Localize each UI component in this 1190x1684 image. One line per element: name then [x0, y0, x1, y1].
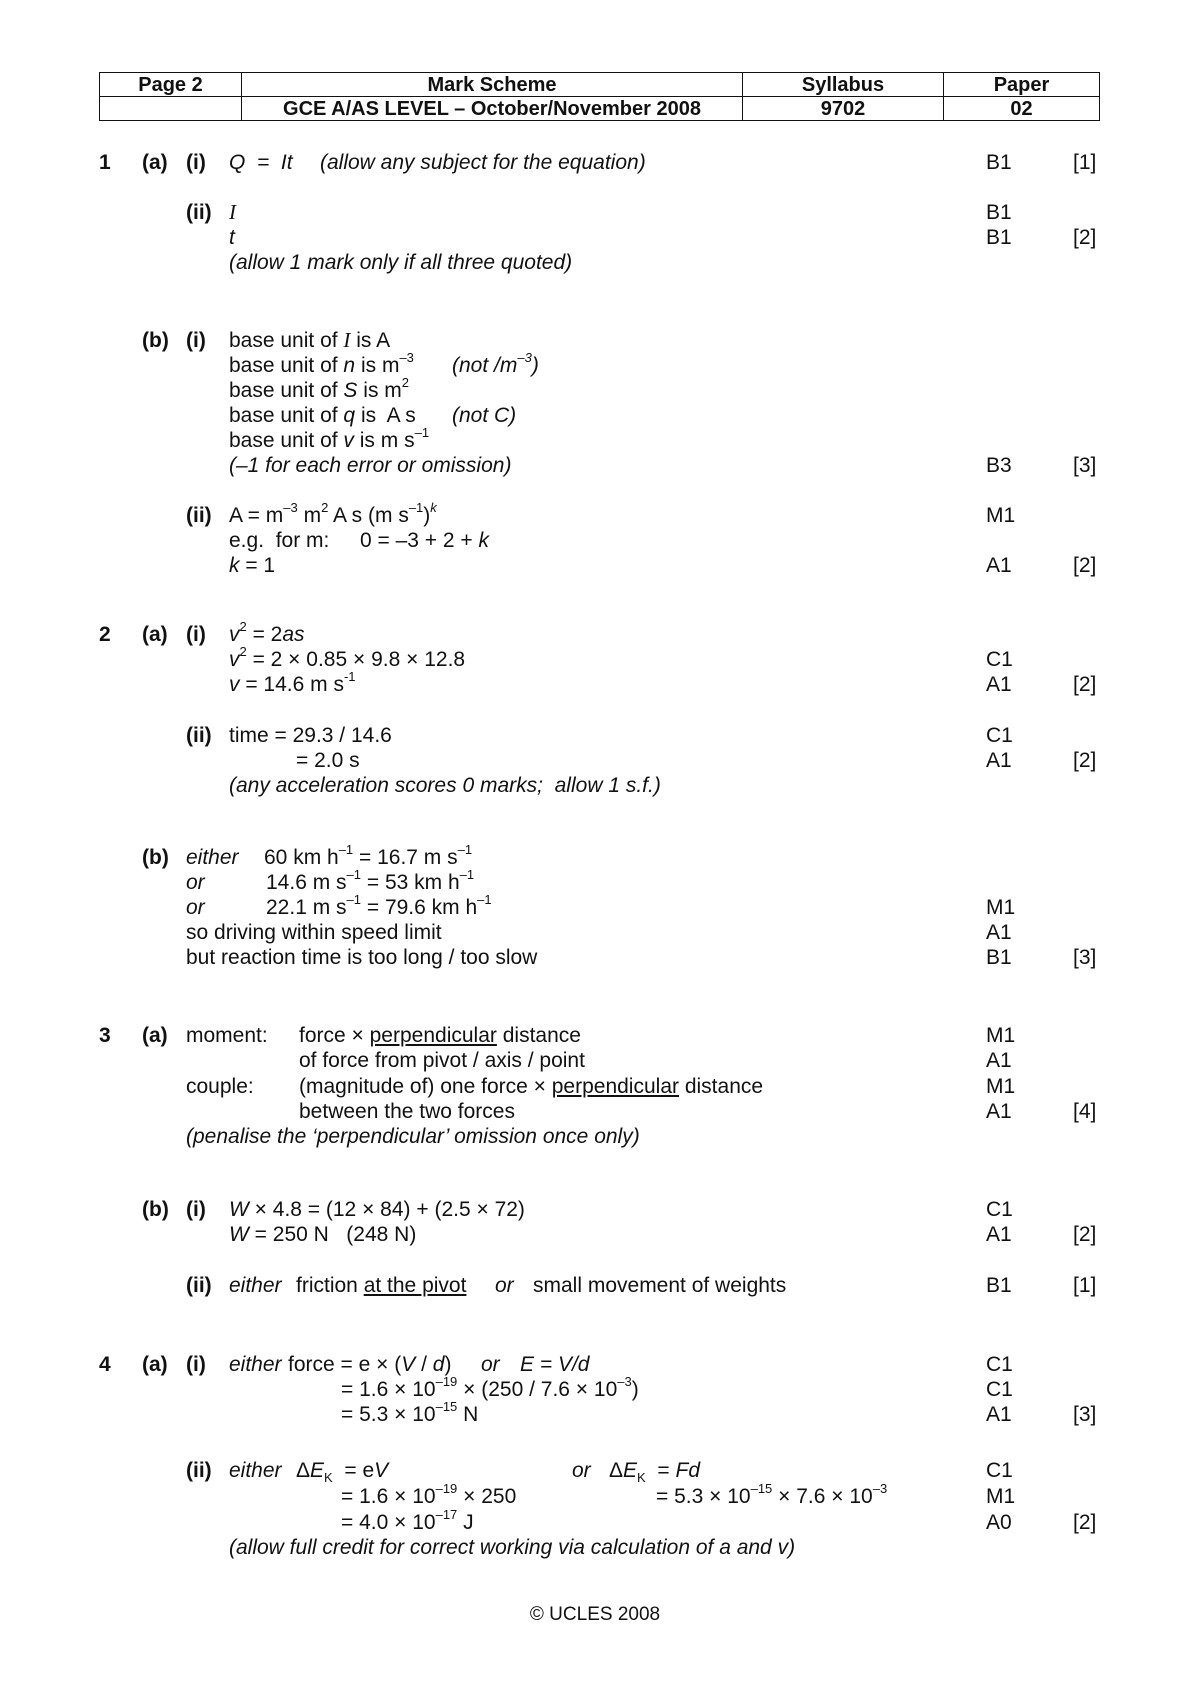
mark: C1 — [986, 1459, 1013, 1482]
mark-total: [3] — [1073, 454, 1097, 477]
mark-total: [1] — [1073, 1274, 1097, 1297]
answer-text: between the two forces — [299, 1100, 515, 1123]
mark: B1 — [986, 1274, 1012, 1297]
answer-text: time = 29.3 / 14.6 — [229, 724, 392, 747]
mark: M1 — [986, 1075, 1016, 1098]
header-table — [99, 72, 1100, 121]
subpart-label: (i) — [186, 1198, 206, 1221]
header-title: Mark Scheme — [242, 73, 743, 97]
header-paper-label: Paper — [944, 73, 1100, 97]
answer-text: base unit of n is $m^{-3}$ — [229, 350, 414, 377]
mark: C1 — [986, 1353, 1013, 1376]
answer-text: friction at the pivot — [296, 1274, 467, 1297]
mark: A1 — [986, 1100, 1012, 1123]
mark: C1 — [986, 1198, 1013, 1221]
mark: M1 — [986, 1024, 1016, 1047]
answer-text: 14.6 m $s^{-1} = 53$ km $h^{-1}$ — [266, 867, 475, 894]
mark: A1 — [986, 554, 1012, 577]
answer-text: $\Delta E_K = Fd$ — [609, 1459, 701, 1486]
subpart-label: (i) — [186, 151, 206, 174]
mark: M1 — [986, 896, 1016, 919]
question-number: 4 — [99, 1353, 111, 1376]
mark: M1 — [986, 504, 1016, 527]
mark: C1 — [986, 724, 1013, 747]
mark: B1 — [986, 151, 1012, 174]
header-subtitle: GCE A/AS LEVEL – October/November 2008 — [242, 97, 743, 121]
mark-total: [3] — [1073, 1403, 1097, 1426]
answer-text: small movement of weights — [533, 1274, 787, 1297]
answer-text: e.g. for m: — [229, 529, 330, 552]
term-label: couple: — [186, 1075, 254, 1098]
answer-text: $\Delta E_K$ = eV — [296, 1459, 389, 1486]
answer-text: $v^2 = 2 \times 0.85 \times 9.8 \times 12.8$ — [229, 644, 466, 671]
part-label: (b) — [142, 329, 169, 352]
note-text: (–1 for each error or omission) — [229, 454, 512, 477]
header-syllabus-code: 9702 — [743, 97, 944, 121]
subpart-label: (ii) — [186, 1274, 212, 1297]
answer-text: t — [229, 226, 235, 249]
part-label: (a) — [142, 151, 168, 174]
answer-text: E = V/d — [520, 1353, 590, 1376]
either-label: either — [229, 1459, 282, 1482]
question-number: 2 — [99, 623, 111, 646]
mark: A0 — [986, 1511, 1012, 1534]
either-label: either — [229, 1274, 282, 1297]
subpart-label: (ii) — [186, 201, 212, 224]
part-label: (a) — [142, 1024, 168, 1047]
answer-text: = $5.3 \times 10^{-15} \times 7.6 \times 10^{-3}$ — [656, 1481, 888, 1508]
answer-text: 0 = –3 + 2 + k — [360, 529, 490, 552]
answer-text: base unit of v is m $s^{-1}$ — [229, 425, 430, 452]
footer-copyright: © UCLES 2008 — [529, 1604, 661, 1625]
header-paper-code: 02 — [944, 97, 1100, 121]
subpart-label: (ii) — [186, 1459, 212, 1482]
answer-text: so driving within speed limit — [186, 921, 442, 944]
or-label: or — [481, 1353, 500, 1376]
answer-text: Q = It — [229, 151, 293, 174]
note-text: (not C) — [452, 404, 517, 427]
mark: M1 — [986, 1485, 1016, 1508]
note-text: (allow any subject for the equation) — [320, 151, 646, 174]
header-empty-cell — [100, 97, 242, 121]
subpart-label: (i) — [186, 1353, 206, 1376]
note-text: (not $/m^{-3}$) — [452, 350, 539, 377]
answer-text: $A = m^{-3}$ $m^2$ A s (m $s^{-1})^k$ — [229, 500, 437, 527]
answer-text: k = 1 — [229, 554, 276, 577]
mark-total: [2] — [1073, 673, 1097, 696]
either-label: either — [186, 846, 239, 869]
answer-text: of force from pivot / axis / point — [299, 1049, 585, 1072]
part-label: (a) — [142, 623, 168, 646]
part-label: (b) — [142, 846, 169, 869]
mark: A1 — [986, 1403, 1012, 1426]
mark-total: [4] — [1073, 1100, 1097, 1123]
mark-total: [1] — [1073, 151, 1097, 174]
answer-text: base unit of I is A — [229, 328, 391, 352]
term-label: moment: — [186, 1024, 268, 1047]
subpart-label: (i) — [186, 623, 206, 646]
answer-text: I — [229, 200, 236, 224]
answer-text: = $4.0 \times 10^{-17}$ J — [341, 1507, 474, 1534]
mark-total: [2] — [1073, 749, 1097, 772]
mark: B1 — [986, 201, 1012, 224]
answer-text: = 2.0 s — [296, 749, 360, 772]
note-text: (any acceleration scores 0 marks; allow 1 s.f.) — [229, 774, 661, 797]
header-page: Page 2 — [100, 73, 242, 97]
mark-total: [2] — [1073, 1223, 1097, 1246]
note-text: (allow full credit for correct working via calculation of a and v) — [229, 1536, 796, 1559]
answer-text: $v^2 = 2as$ — [229, 619, 305, 646]
mark-total: [3] — [1073, 946, 1097, 969]
answer-text: base unit of q is A s — [229, 404, 416, 427]
question-number: 1 — [99, 151, 111, 174]
mark: C1 — [986, 1378, 1013, 1401]
mark: C1 — [986, 648, 1013, 671]
part-label: (b) — [142, 1198, 169, 1221]
mark: A1 — [986, 1223, 1012, 1246]
part-label: (a) — [142, 1353, 168, 1376]
subpart-label: (ii) — [186, 504, 212, 527]
mark: A1 — [986, 1049, 1012, 1072]
mark: B1 — [986, 946, 1012, 969]
either-label: either — [229, 1353, 282, 1376]
mark: A1 — [986, 673, 1012, 696]
note-text: (allow 1 mark only if all three quoted) — [229, 251, 573, 274]
mark: B1 — [986, 226, 1012, 249]
or-label: or — [186, 871, 205, 894]
answer-text: v = 14.6 m $s^{-1}$ — [229, 669, 356, 696]
answer-text: W = 250 N (248 N) — [229, 1223, 417, 1246]
subpart-label: (ii) — [186, 724, 212, 747]
or-label: or — [572, 1459, 591, 1482]
answer-text: = $1.6 \times 10^{-19} \times 250$ — [341, 1481, 517, 1508]
answer-text: base unit of S is $m^2$ — [229, 375, 409, 402]
answer-text: force × perpendicular distance — [299, 1024, 581, 1047]
mark-total: [2] — [1073, 1511, 1097, 1534]
answer-text: = $5.3 \times 10^{-15}$ N — [341, 1399, 479, 1426]
note-text: (penalise the ‘perpendicular’ omission once only) — [186, 1125, 640, 1148]
answer-text: 60 km $h^{-1} = 16.7$ m $s^{-1}$ — [264, 842, 473, 869]
answer-text: but reaction time is too long / too slow — [186, 946, 538, 969]
mark-total: [2] — [1073, 226, 1097, 249]
mark-total: [2] — [1073, 554, 1097, 577]
mark: B3 — [986, 454, 1012, 477]
or-label: or — [186, 896, 205, 919]
answer-text: 22.1 m $s^{-1} = 79.6$ km $h^{-1}$ — [266, 892, 492, 919]
answer-text: W × 4.8 = (12 × 84) + (2.5 × 72) — [229, 1198, 525, 1221]
answer-text: = $1.6 \times 10^{-19} \times (250 / 7.6 \times 10^{-3})$ — [341, 1374, 639, 1401]
or-label: or — [495, 1274, 514, 1297]
question-number: 3 — [99, 1024, 111, 1047]
answer-text: (magnitude of) one force × perpendicular distance — [299, 1075, 764, 1098]
header-syllabus-label: Syllabus — [743, 73, 944, 97]
mark: A1 — [986, 921, 1012, 944]
answer-text: force = e × (V / d) — [288, 1353, 452, 1376]
subpart-label: (i) — [186, 329, 206, 352]
mark: A1 — [986, 749, 1012, 772]
